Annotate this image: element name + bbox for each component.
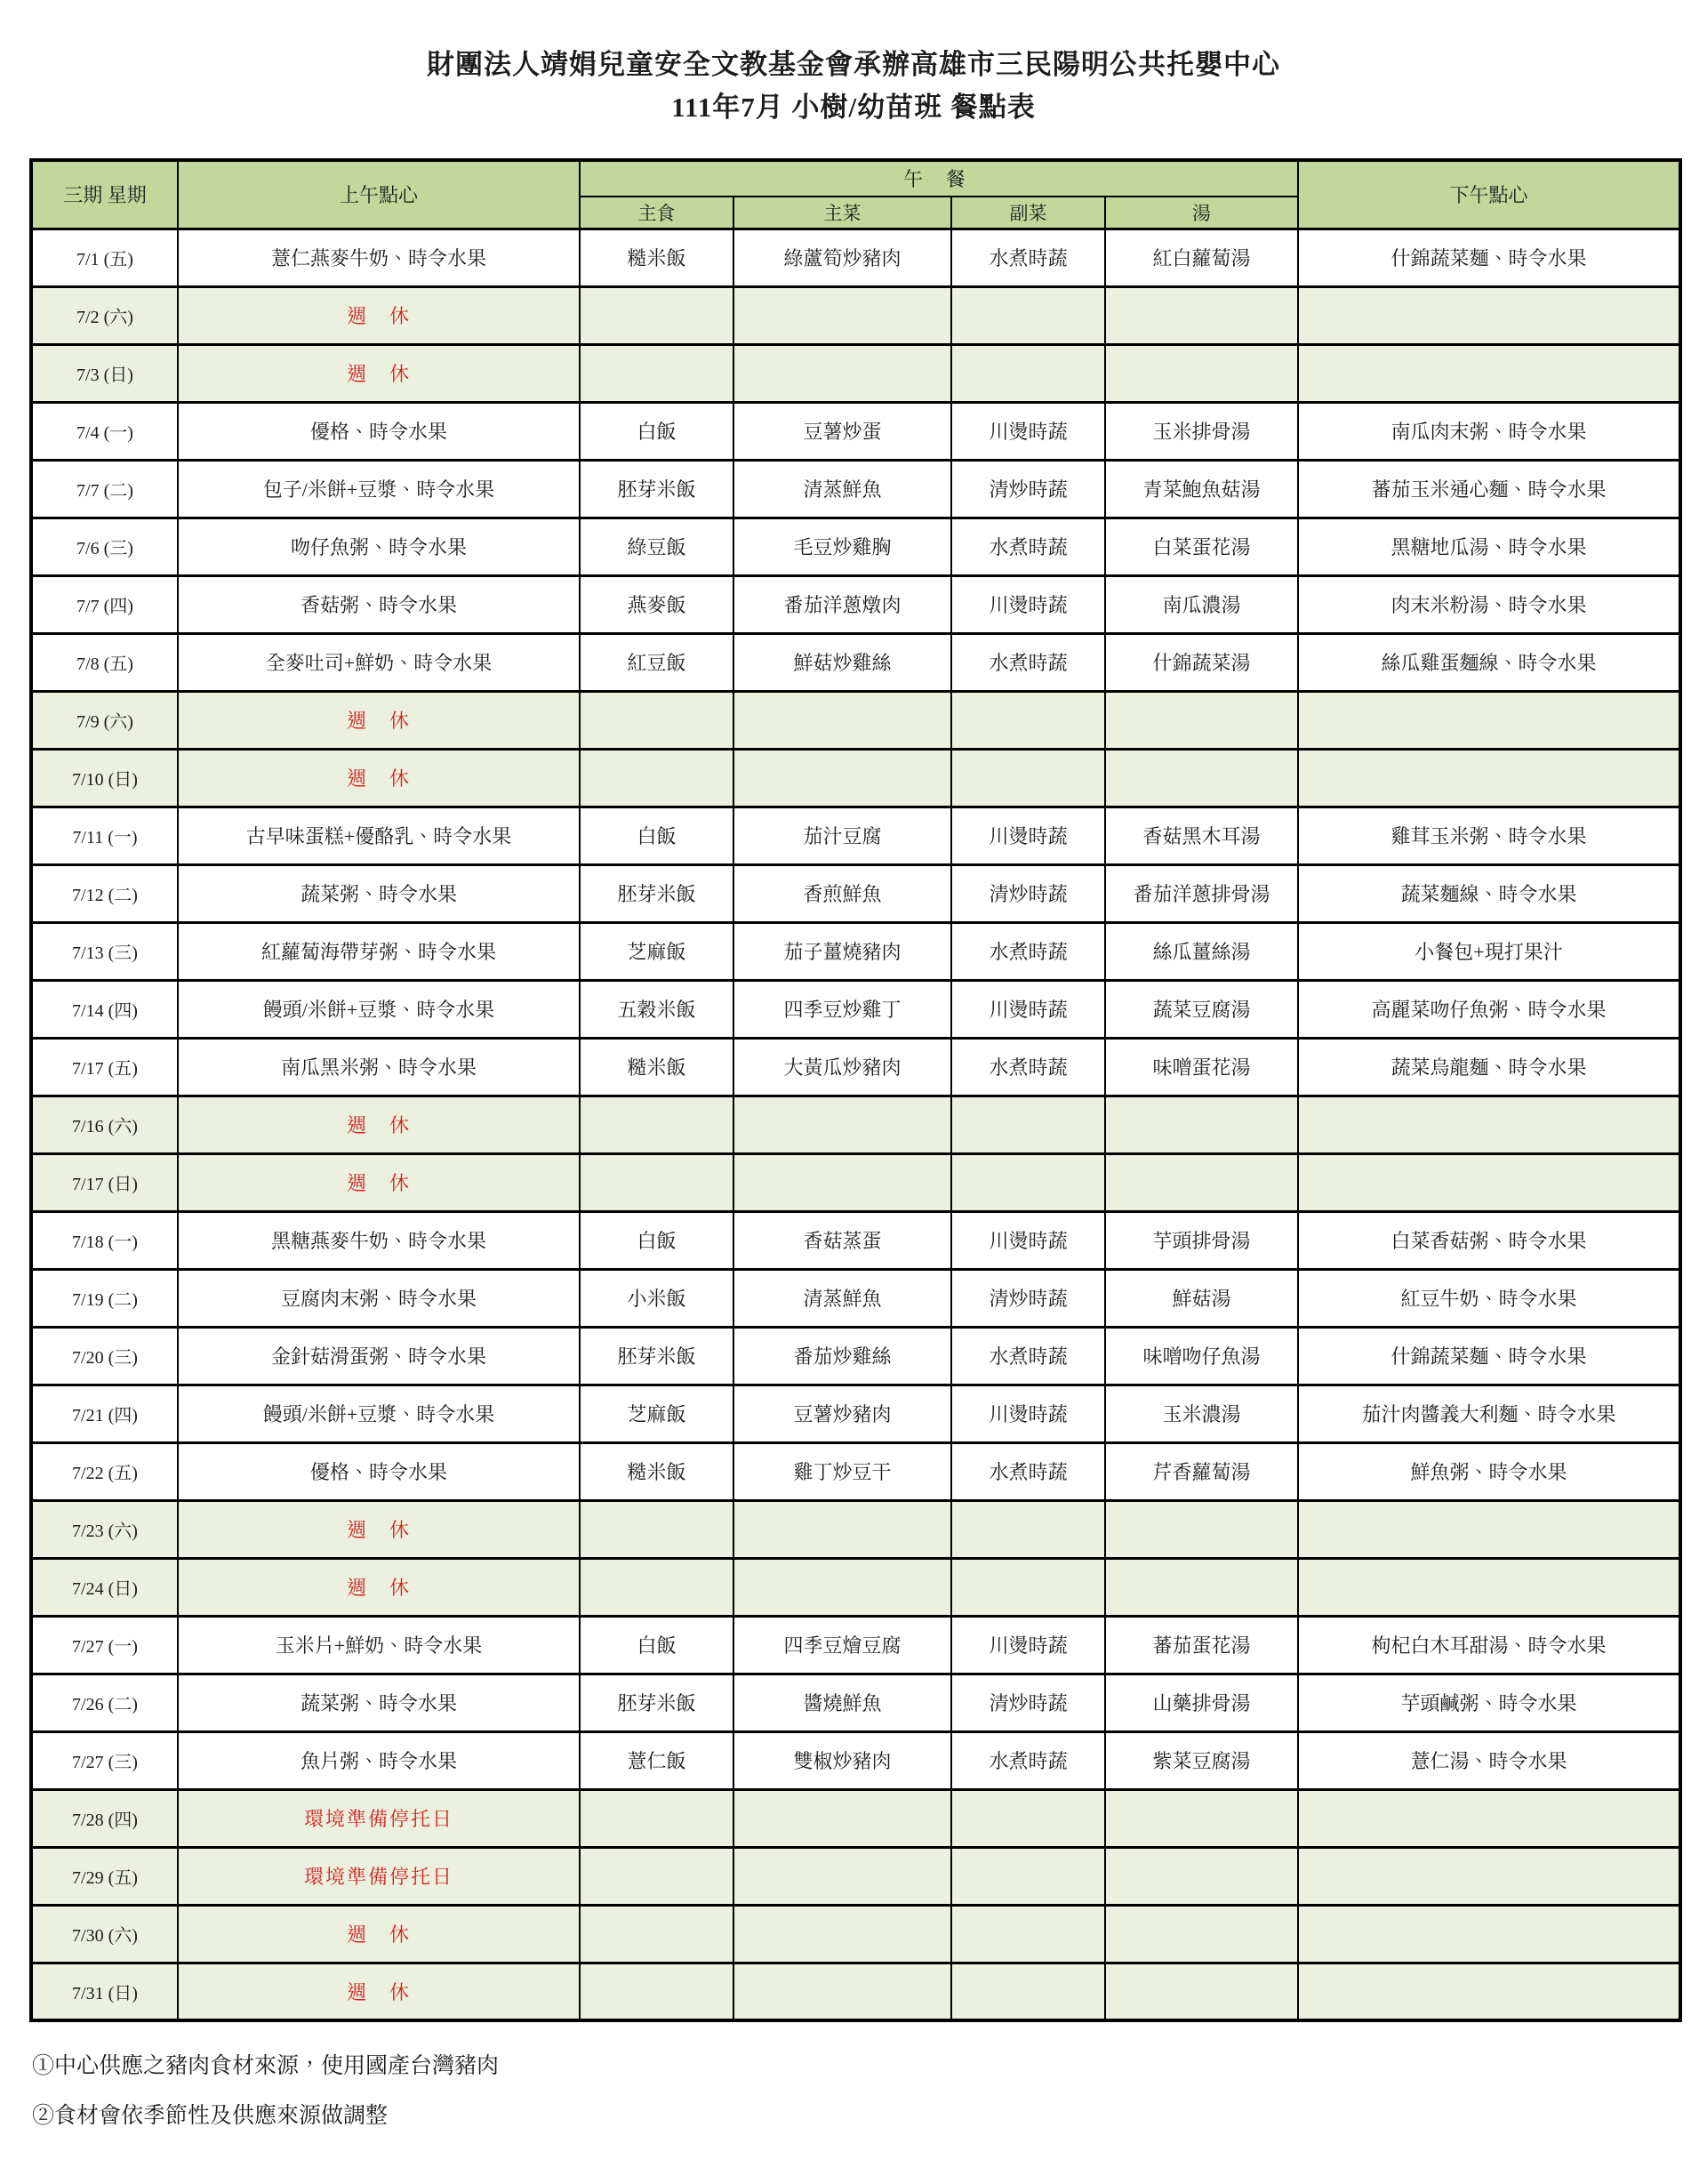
staple-cell (580, 691, 733, 749)
afternoon-snack-cell: 薏仁湯、時令水果 (1298, 1731, 1680, 1789)
date-cell: 7/1 (五) (31, 229, 178, 286)
staple-cell (580, 1500, 733, 1558)
main-dish-cell: 番茄洋蔥燉肉 (733, 575, 951, 633)
soup-cell: 南瓜濃湯 (1105, 575, 1298, 633)
morning-snack-cell: 蔬菜粥、時令水果 (178, 1674, 580, 1731)
staple-cell: 白飯 (580, 402, 733, 460)
table-row (31, 1905, 1680, 1963)
title-month-line: 111年7月 小樹/幼苗班 餐點表 (671, 91, 1036, 123)
side-dish-cell: 水煮時蔬 (951, 922, 1105, 980)
table-row (31, 1211, 1680, 1269)
date-cell: 7/31 (日) (31, 1963, 178, 2020)
staple-cell (580, 344, 733, 402)
soup-cell: 玉米排骨湯 (1105, 402, 1298, 460)
date-cell: 7/20 (三) (31, 1327, 178, 1385)
date-cell: 7/8 (五) (31, 633, 178, 691)
closed-label-cell: 週 休 (178, 1153, 580, 1211)
side-dish-cell: 水煮時蔬 (951, 1442, 1105, 1500)
soup-cell: 芹香蘿蔔湯 (1105, 1442, 1298, 1500)
date-cell: 7/14 (四) (31, 980, 178, 1038)
afternoon-snack-cell: 黑糖地瓜湯、時令水果 (1298, 518, 1680, 575)
staple-cell: 糙米飯 (580, 1038, 733, 1096)
soup-cell: 蕃茄蛋花湯 (1105, 1616, 1298, 1674)
date-cell: 7/24 (日) (31, 1558, 178, 1616)
soup-cell: 芋頭排骨湯 (1105, 1211, 1298, 1269)
staple-cell: 芝麻飯 (580, 922, 733, 980)
header-afternoon-snack: 下午點心 (1298, 160, 1680, 229)
table-row (31, 1096, 1680, 1153)
closed-label-cell: 週 休 (178, 1905, 580, 1963)
closed-label-cell: 週 休 (178, 344, 580, 402)
main-dish-cell: 清蒸鮮魚 (733, 460, 951, 518)
afternoon-snack-cell: 雞茸玉米粥、時令水果 (1298, 807, 1680, 864)
main-dish-cell: 四季豆炒雞丁 (733, 980, 951, 1038)
header-staple: 主食 (580, 197, 733, 229)
soup-cell: 鮮菇湯 (1105, 1269, 1298, 1327)
afternoon-snack-cell: 什錦蔬菜麵、時令水果 (1298, 229, 1680, 286)
table-row (31, 1038, 1680, 1096)
side-dish-cell (951, 749, 1105, 807)
staple-cell: 五穀米飯 (580, 980, 733, 1038)
side-dish-cell (951, 1847, 1105, 1905)
morning-snack-cell: 饅頭/米餅+豆漿、時令水果 (178, 980, 580, 1038)
staple-cell (580, 749, 733, 807)
date-cell: 7/3 (日) (31, 344, 178, 402)
soup-cell (1105, 749, 1298, 807)
table-row (31, 1385, 1680, 1442)
header-soup: 湯 (1105, 197, 1298, 229)
table-row (31, 460, 1680, 518)
morning-snack-cell: 魚片粥、時令水果 (178, 1731, 580, 1789)
closed-label-cell: 週 休 (178, 286, 580, 344)
main-dish-cell: 醬燒鮮魚 (733, 1674, 951, 1731)
date-cell: 7/30 (六) (31, 1905, 178, 1963)
staple-cell: 胚芽米飯 (580, 1674, 733, 1731)
morning-snack-cell: 豆腐肉末粥、時令水果 (178, 1269, 580, 1327)
staple-cell: 白飯 (580, 1211, 733, 1269)
main-dish-cell: 清蒸鮮魚 (733, 1269, 951, 1327)
main-dish-cell: 鮮菇炒雞絲 (733, 633, 951, 691)
afternoon-snack-cell: 芋頭鹹粥、時令水果 (1298, 1674, 1680, 1731)
header-lunch: 午 餐 (580, 160, 1298, 197)
table-row (31, 1269, 1680, 1327)
side-dish-cell: 清炒時蔬 (951, 1269, 1105, 1327)
staple-cell: 胚芽米飯 (580, 864, 733, 922)
side-dish-cell (951, 1153, 1105, 1211)
table-row (31, 1963, 1680, 2020)
morning-snack-cell: 香菇粥、時令水果 (178, 575, 580, 633)
date-cell: 7/19 (二) (31, 1269, 178, 1327)
side-dish-cell: 清炒時蔬 (951, 460, 1105, 518)
main-dish-cell (733, 691, 951, 749)
staple-cell (580, 1789, 733, 1847)
staple-cell (580, 1153, 733, 1211)
side-dish-cell: 水煮時蔬 (951, 633, 1105, 691)
main-dish-cell: 大黃瓜炒豬肉 (733, 1038, 951, 1096)
afternoon-snack-cell: 蔬菜麵線、時令水果 (1298, 864, 1680, 922)
main-dish-cell: 綠蘆筍炒豬肉 (733, 229, 951, 286)
afternoon-snack-cell (1298, 1500, 1680, 1558)
afternoon-snack-cell (1298, 1558, 1680, 1616)
side-dish-cell: 清炒時蔬 (951, 1674, 1105, 1731)
soup-cell: 什錦蔬菜湯 (1105, 633, 1298, 691)
afternoon-snack-cell: 肉末米粉湯、時令水果 (1298, 575, 1680, 633)
main-dish-cell (733, 344, 951, 402)
soup-cell (1105, 1963, 1298, 2020)
table-row (31, 980, 1680, 1038)
soup-cell (1105, 1558, 1298, 1616)
main-dish-cell (733, 1096, 951, 1153)
main-dish-cell: 雞丁炒豆干 (733, 1442, 951, 1500)
table-row (31, 1731, 1680, 1789)
morning-snack-cell: 黑糖燕麥牛奶、時令水果 (178, 1211, 580, 1269)
title-org-line: 財團法人靖娟兒童安全文教基金會承辦高雄市三民陽明公共托嬰中心 (427, 49, 1280, 80)
soup-cell: 香菇黑木耳湯 (1105, 807, 1298, 864)
table-row (31, 1789, 1680, 1847)
table-row (31, 1616, 1680, 1674)
date-cell: 7/22 (五) (31, 1442, 178, 1500)
table-row (31, 633, 1680, 691)
morning-snack-cell: 吻仔魚粥、時令水果 (178, 518, 580, 575)
date-cell: 7/13 (三) (31, 922, 178, 980)
morning-snack-cell: 金針菇滑蛋粥、時令水果 (178, 1327, 580, 1385)
header-main-dish: 主菜 (733, 197, 951, 229)
date-cell: 7/27 (三) (31, 1731, 178, 1789)
soup-cell: 紅白蘿蔔湯 (1105, 229, 1298, 286)
side-dish-cell: 水煮時蔬 (951, 518, 1105, 575)
soup-cell (1105, 1500, 1298, 1558)
soup-cell: 山藥排骨湯 (1105, 1674, 1298, 1731)
afternoon-snack-cell: 高麗菜吻仔魚粥、時令水果 (1298, 980, 1680, 1038)
main-dish-cell: 香菇蒸蛋 (733, 1211, 951, 1269)
closed-label-cell: 週 休 (178, 1963, 580, 2020)
main-dish-cell: 茄子薑燒豬肉 (733, 922, 951, 980)
closed-label-cell: 環境準備停托日 (178, 1789, 580, 1847)
afternoon-snack-cell: 鮮魚粥、時令水果 (1298, 1442, 1680, 1500)
main-dish-cell (733, 1963, 951, 2020)
side-dish-cell: 川燙時蔬 (951, 402, 1105, 460)
soup-cell (1105, 1153, 1298, 1211)
afternoon-snack-cell: 茄汁肉醬義大利麵、時令水果 (1298, 1385, 1680, 1442)
date-cell: 7/17 (日) (31, 1153, 178, 1211)
afternoon-snack-cell (1298, 1963, 1680, 2020)
main-dish-cell: 番茄炒雞絲 (733, 1327, 951, 1385)
table-row (31, 402, 1680, 460)
afternoon-snack-cell: 什錦蔬菜麵、時令水果 (1298, 1327, 1680, 1385)
morning-snack-cell: 薏仁燕麥牛奶、時令水果 (178, 229, 580, 286)
date-cell: 7/9 (六) (31, 691, 178, 749)
afternoon-snack-cell (1298, 286, 1680, 344)
header-date: 三期 星期 (31, 160, 178, 229)
staple-cell (580, 1096, 733, 1153)
date-cell: 7/29 (五) (31, 1847, 178, 1905)
side-dish-cell: 水煮時蔬 (951, 1327, 1105, 1385)
side-dish-cell: 川燙時蔬 (951, 980, 1105, 1038)
date-cell: 7/26 (二) (31, 1674, 178, 1731)
date-cell: 7/10 (日) (31, 749, 178, 807)
afternoon-snack-cell (1298, 749, 1680, 807)
side-dish-cell (951, 1558, 1105, 1616)
side-dish-cell (951, 1789, 1105, 1847)
date-cell: 7/4 (一) (31, 402, 178, 460)
date-cell: 7/17 (五) (31, 1038, 178, 1096)
morning-snack-cell: 饅頭/米餅+豆漿、時令水果 (178, 1385, 580, 1442)
soup-cell: 味噌吻仔魚湯 (1105, 1327, 1298, 1385)
afternoon-snack-cell: 南瓜肉末粥、時令水果 (1298, 402, 1680, 460)
side-dish-cell (951, 344, 1105, 402)
side-dish-cell: 川燙時蔬 (951, 1616, 1105, 1674)
soup-cell (1105, 1847, 1298, 1905)
main-dish-cell (733, 286, 951, 344)
closed-label-cell: 週 休 (178, 1096, 580, 1153)
table-row (31, 229, 1680, 286)
main-dish-cell: 豆薯炒蛋 (733, 402, 951, 460)
date-cell: 7/21 (四) (31, 1385, 178, 1442)
main-dish-cell (733, 1847, 951, 1905)
afternoon-snack-cell (1298, 1905, 1680, 1963)
date-cell: 7/27 (一) (31, 1616, 178, 1674)
date-cell: 7/12 (二) (31, 864, 178, 922)
staple-cell (580, 1905, 733, 1963)
main-dish-cell (733, 1500, 951, 1558)
date-cell: 7/28 (四) (31, 1789, 178, 1847)
afternoon-snack-cell: 蕃茄玉米通心麵、時令水果 (1298, 460, 1680, 518)
date-cell: 7/11 (一) (31, 807, 178, 864)
morning-snack-cell: 古早味蛋糕+優酪乳、時令水果 (178, 807, 580, 864)
staple-cell: 白飯 (580, 1616, 733, 1674)
meal-table-body (31, 229, 1680, 2020)
side-dish-cell: 清炒時蔬 (951, 864, 1105, 922)
footnotes (32, 2045, 1707, 2137)
soup-cell: 紫菜豆腐湯 (1105, 1731, 1298, 1789)
side-dish-cell: 水煮時蔬 (951, 1731, 1105, 1789)
staple-cell: 糙米飯 (580, 229, 733, 286)
afternoon-snack-cell (1298, 1153, 1680, 1211)
main-dish-cell: 四季豆燴豆腐 (733, 1616, 951, 1674)
date-cell: 7/16 (六) (31, 1096, 178, 1153)
staple-cell: 胚芽米飯 (580, 1327, 733, 1385)
main-dish-cell: 豆薯炒豬肉 (733, 1385, 951, 1442)
morning-snack-cell: 優格、時令水果 (178, 402, 580, 460)
afternoon-snack-cell: 紅豆牛奶、時令水果 (1298, 1269, 1680, 1327)
main-dish-cell: 雙椒炒豬肉 (733, 1731, 951, 1789)
soup-cell (1105, 1789, 1298, 1847)
morning-snack-cell: 南瓜黑米粥、時令水果 (178, 1038, 580, 1096)
staple-cell: 白飯 (580, 807, 733, 864)
table-row (31, 575, 1680, 633)
header-morning-snack: 上午點心 (178, 160, 580, 229)
side-dish-cell: 川燙時蔬 (951, 1385, 1105, 1442)
soup-cell: 絲瓜薑絲湯 (1105, 922, 1298, 980)
table-row (31, 691, 1680, 749)
side-dish-cell (951, 1096, 1105, 1153)
morning-snack-cell: 全麥吐司+鮮奶、時令水果 (178, 633, 580, 691)
table-row (31, 1847, 1680, 1905)
afternoon-snack-cell: 小餐包+現打果汁 (1298, 922, 1680, 980)
staple-cell: 綠豆飯 (580, 518, 733, 575)
soup-cell (1105, 344, 1298, 402)
staple-cell (580, 1963, 733, 2020)
table-row (31, 1500, 1680, 1558)
afternoon-snack-cell (1298, 1847, 1680, 1905)
staple-cell (580, 1558, 733, 1616)
morning-snack-cell: 包子/米餅+豆漿、時令水果 (178, 460, 580, 518)
afternoon-snack-cell (1298, 691, 1680, 749)
closed-label-cell: 環境準備停托日 (178, 1847, 580, 1905)
closed-label-cell: 週 休 (178, 1558, 580, 1616)
side-dish-cell: 川燙時蔬 (951, 575, 1105, 633)
staple-cell: 芝麻飯 (580, 1385, 733, 1442)
table-row (31, 1674, 1680, 1731)
afternoon-snack-cell (1298, 1096, 1680, 1153)
morning-snack-cell: 玉米片+鮮奶、時令水果 (178, 1616, 580, 1674)
date-cell: 7/18 (一) (31, 1211, 178, 1269)
header-side-dish: 副菜 (951, 197, 1105, 229)
main-dish-cell (733, 749, 951, 807)
morning-snack-cell: 優格、時令水果 (178, 1442, 580, 1500)
soup-cell (1105, 691, 1298, 749)
main-dish-cell (733, 1789, 951, 1847)
main-dish-cell (733, 1905, 951, 1963)
table-row (31, 864, 1680, 922)
table-row (31, 1327, 1680, 1385)
afternoon-snack-cell: 白菜香菇粥、時令水果 (1298, 1211, 1680, 1269)
side-dish-cell: 水煮時蔬 (951, 229, 1105, 286)
side-dish-cell: 川燙時蔬 (951, 807, 1105, 864)
afternoon-snack-cell: 絲瓜雞蛋麵線、時令水果 (1298, 633, 1680, 691)
date-cell: 7/23 (六) (31, 1500, 178, 1558)
table-row (31, 1153, 1680, 1211)
soup-cell: 青菜鮑魚菇湯 (1105, 460, 1298, 518)
afternoon-snack-cell (1298, 1789, 1680, 1847)
main-dish-cell: 茄汁豆腐 (733, 807, 951, 864)
date-cell: 7/7 (二) (31, 460, 178, 518)
side-dish-cell (951, 286, 1105, 344)
side-dish-cell: 水煮時蔬 (951, 1038, 1105, 1096)
staple-cell: 糙米飯 (580, 1442, 733, 1500)
soup-cell: 蔬菜豆腐湯 (1105, 980, 1298, 1038)
footnote-seasonal-adjust: ②食材會依季節性及供應來源做調整 (32, 2103, 389, 2128)
staple-cell: 小米飯 (580, 1269, 733, 1327)
table-row (31, 807, 1680, 864)
table-row (31, 1442, 1680, 1500)
morning-snack-cell: 蔬菜粥、時令水果 (178, 864, 580, 922)
table-row (31, 749, 1680, 807)
staple-cell: 燕麥飯 (580, 575, 733, 633)
date-cell: 7/7 (四) (31, 575, 178, 633)
closed-label-cell: 週 休 (178, 691, 580, 749)
side-dish-cell (951, 1963, 1105, 2020)
side-dish-cell: 川燙時蔬 (951, 1211, 1105, 1269)
morning-snack-cell: 紅蘿蔔海帶芽粥、時令水果 (178, 922, 580, 980)
table-row (31, 922, 1680, 980)
table-row (31, 518, 1680, 575)
closed-label-cell: 週 休 (178, 1500, 580, 1558)
main-dish-cell (733, 1153, 951, 1211)
main-dish-cell: 毛豆炒雞胸 (733, 518, 951, 575)
side-dish-cell (951, 691, 1105, 749)
soup-cell (1105, 1096, 1298, 1153)
side-dish-cell (951, 1905, 1105, 1963)
side-dish-cell (951, 1500, 1105, 1558)
footnote-pork-source: ①中心供應之豬肉食材來源，使用國產台灣豬肉 (32, 2054, 500, 2079)
closed-label-cell: 週 休 (178, 749, 580, 807)
staple-cell: 薏仁飯 (580, 1731, 733, 1789)
soup-cell (1105, 1905, 1298, 1963)
staple-cell: 胚芽米飯 (580, 460, 733, 518)
table-row (31, 344, 1680, 402)
meal-table-header (31, 160, 1680, 229)
soup-cell (1105, 286, 1298, 344)
table-row (31, 286, 1680, 344)
staple-cell: 紅豆飯 (580, 633, 733, 691)
soup-cell: 玉米濃湯 (1105, 1385, 1298, 1442)
main-dish-cell: 香煎鮮魚 (733, 864, 951, 922)
table-row (31, 1558, 1680, 1616)
soup-cell: 番茄洋蔥排骨湯 (1105, 864, 1298, 922)
staple-cell (580, 1847, 733, 1905)
staple-cell (580, 286, 733, 344)
date-cell: 7/6 (三) (31, 518, 178, 575)
afternoon-snack-cell: 蔬菜烏龍麵、時令水果 (1298, 1038, 1680, 1096)
afternoon-snack-cell (1298, 344, 1680, 402)
afternoon-snack-cell: 枸杞白木耳甜湯、時令水果 (1298, 1616, 1680, 1674)
soup-cell: 味噌蛋花湯 (1105, 1038, 1298, 1096)
date-cell: 7/2 (六) (31, 286, 178, 344)
meal-table (29, 158, 1682, 2023)
main-dish-cell (733, 1558, 951, 1616)
soup-cell: 白菜蛋花湯 (1105, 518, 1298, 575)
document-title (0, 0, 1707, 126)
